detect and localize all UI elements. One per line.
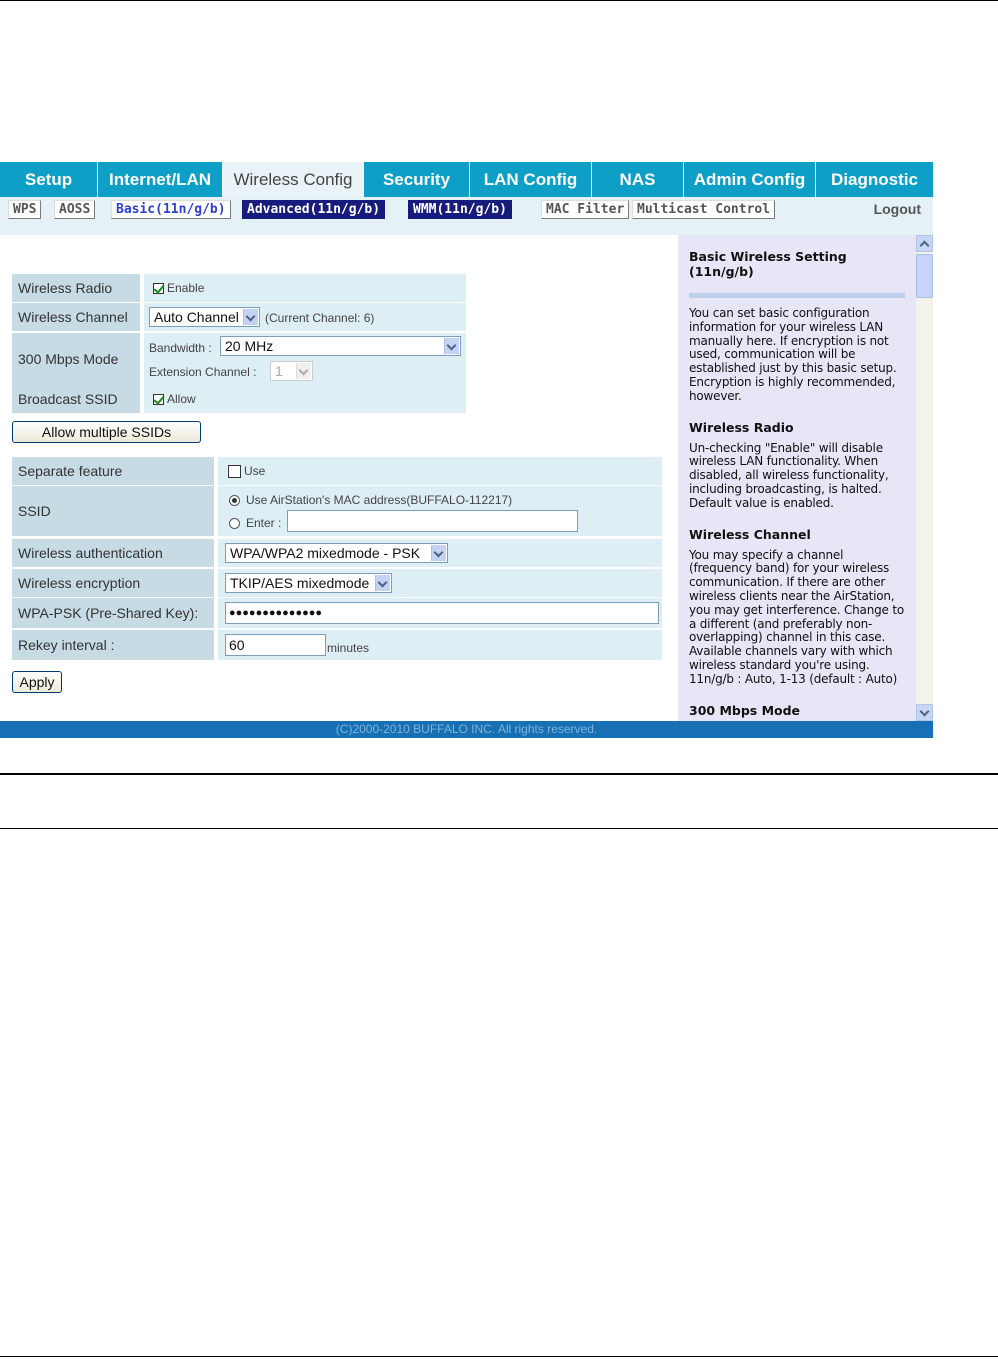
row-wireless-channel xyxy=(12,303,466,331)
tab-admin-config[interactable]: Admin Config xyxy=(684,162,816,197)
chevron-down-icon xyxy=(431,545,446,561)
page-rule-1 xyxy=(0,773,998,775)
scrollbar-thumb[interactable] xyxy=(916,254,933,298)
subtab-wps[interactable]: WPS xyxy=(8,200,41,219)
allow-multiple-ssids-button[interactable]: Allow multiple SSIDs xyxy=(12,421,201,443)
value-rekey-interval xyxy=(218,630,662,660)
tab-nas[interactable]: NAS xyxy=(592,162,684,197)
value-wireless-channel xyxy=(144,303,466,331)
separate-feature-use-label: Use xyxy=(244,464,266,478)
help-scrollbar[interactable] xyxy=(916,235,933,721)
wireless-encryption-selected: TKIP/AES mixedmode xyxy=(230,575,370,591)
sub-navigation xyxy=(0,197,933,235)
help-radio-text: Un-checking "Enable" will disable wireless LAN functionality. When disabled, all wireless functionality, including broadcasting, is halted. Default value is enabled. xyxy=(689,440,889,510)
wireless-channel-selected: Auto Channel xyxy=(154,309,239,325)
help-radio-heading: Wireless Radio xyxy=(689,419,794,435)
tab-wireless-config[interactable]: Wireless Config xyxy=(223,162,364,197)
row-wireless-radio xyxy=(12,274,466,302)
value-wireless-authentication xyxy=(218,539,662,567)
help-panel xyxy=(678,235,916,721)
wireless-channel-select[interactable] xyxy=(149,307,260,327)
ssid-enter-input[interactable] xyxy=(287,510,578,532)
tab-lan-config[interactable]: LAN Config xyxy=(470,162,592,197)
help-mode-heading: 300 Mbps Mode xyxy=(689,702,801,718)
bandwidth-selected: 20 MHz xyxy=(225,338,274,354)
tab-diagnostic[interactable]: Diagnostic xyxy=(831,170,918,189)
label-wpa-psk: WPA-PSK (Pre-Shared Key): xyxy=(12,598,214,628)
rekey-interval-input[interactable]: 60 xyxy=(225,634,326,656)
help-content xyxy=(689,249,905,718)
label-wireless-radio: Wireless Radio xyxy=(12,274,140,302)
chevron-down-icon xyxy=(444,338,459,354)
label-ssid: SSID xyxy=(12,486,214,536)
label-wireless-encryption: Wireless encryption xyxy=(12,569,214,597)
copyright-footer: (C)2000-2010 BUFFALO INC. All rights reserved. xyxy=(0,721,933,738)
wireless-authentication-selected: WPA/WPA2 mixedmode - PSK xyxy=(230,545,421,561)
ssid-enter-label: Enter : xyxy=(246,516,282,530)
top-navigation xyxy=(0,162,933,197)
row-ssid xyxy=(12,486,662,536)
label-wireless-channel: Wireless Channel xyxy=(12,303,140,331)
logout-link[interactable]: Logout xyxy=(873,201,921,217)
row-300mbps-mode xyxy=(12,333,466,385)
bandwidth-select[interactable] xyxy=(220,336,461,356)
help-title: Basic Wireless Setting (11n/g/b) xyxy=(689,249,847,279)
subtab-basic[interactable]: Basic(11n/g/b) xyxy=(111,200,231,219)
scroll-up-icon[interactable] xyxy=(916,235,933,252)
value-wireless-radio xyxy=(144,274,466,302)
wireless-radio-checkbox[interactable] xyxy=(153,283,164,294)
row-wpa-psk xyxy=(12,598,662,628)
label-300mbps-mode: 300 Mbps Mode xyxy=(12,333,140,385)
tab-setup[interactable]: Setup xyxy=(0,162,98,197)
help-divider xyxy=(689,293,905,298)
row-wireless-encryption xyxy=(12,569,662,597)
ssid-option-mac[interactable] xyxy=(229,493,512,507)
chevron-down-icon xyxy=(243,309,258,325)
ssid-mac-radio[interactable] xyxy=(229,495,240,506)
extension-channel-select[interactable] xyxy=(270,361,313,381)
help-channel-heading: Wireless Channel xyxy=(689,526,811,542)
wireless-authentication-select[interactable] xyxy=(225,543,448,563)
chevron-down-icon xyxy=(296,363,311,379)
tab-security[interactable]: Security xyxy=(364,162,470,197)
row-rekey-interval xyxy=(12,630,662,660)
subtab-wmm[interactable]: WMM(11n/g/b) xyxy=(408,200,512,219)
page-top-rule xyxy=(0,0,998,1)
broadcast-ssid-allow-label: Allow xyxy=(167,392,196,406)
bandwidth-label: Bandwidth : xyxy=(149,341,212,355)
help-channel-text: You may specify a channel (frequency band) for your wireless communication. If there are other wireless clients near the AirStation, you may get interference. Change to a different (and preferably non-overlapping) channel in this case. Available channels vary with which wireless standard you're using. 11n/g/b : Auto, 1-13 (default : Auto) xyxy=(689,547,904,686)
row-broadcast-ssid xyxy=(12,385,466,413)
chevron-down-icon xyxy=(375,575,390,591)
label-wireless-authentication: Wireless authentication xyxy=(12,539,214,567)
extension-channel-label: Extension Channel : xyxy=(149,365,257,379)
tab-internet-lan[interactable]: Internet/LAN xyxy=(98,162,223,197)
wpa-psk-input[interactable]: ●●●●●●●●●●●●●● xyxy=(225,602,659,624)
wireless-radio-enable-label: Enable xyxy=(167,281,205,295)
subtab-mac-filter[interactable]: MAC Filter xyxy=(541,200,629,219)
scroll-down-icon[interactable] xyxy=(916,704,933,721)
label-separate-feature: Separate feature xyxy=(12,457,214,485)
value-300mbps-mode xyxy=(144,333,466,385)
settings-form xyxy=(0,235,678,721)
label-rekey-interval: Rekey interval : xyxy=(12,630,214,660)
ssid-enter-radio[interactable] xyxy=(229,518,240,529)
ssid-option-enter[interactable] xyxy=(229,516,281,530)
value-ssid xyxy=(218,486,662,536)
value-wpa-psk xyxy=(218,598,662,628)
apply-button[interactable]: Apply xyxy=(12,671,62,693)
page-bottom-rule xyxy=(0,1356,998,1357)
help-intro: You can set basic configuration information for your wireless LAN manually here. If encryption is not used, communication will be established just by this basic setup. Encryption is highly recommended, however. xyxy=(689,306,897,403)
value-separate-feature xyxy=(218,457,662,485)
broadcast-ssid-checkbox[interactable] xyxy=(153,394,164,405)
subtab-multicast-control[interactable]: Multicast Control xyxy=(632,200,775,219)
rekey-interval-unit: minutes xyxy=(327,641,370,655)
value-broadcast-ssid xyxy=(144,385,466,413)
current-channel-text: (Current Channel: 6) xyxy=(265,311,375,325)
row-wireless-authentication xyxy=(12,539,662,567)
value-wireless-encryption xyxy=(218,569,662,597)
row-separate-feature xyxy=(12,457,662,485)
extension-channel-selected: 1 xyxy=(275,363,283,379)
ssid-mac-label: Use AirStation's MAC address(BUFFALO-112217) xyxy=(246,493,513,507)
separate-feature-checkbox[interactable] xyxy=(228,465,241,478)
subtab-aoss[interactable]: AOSS xyxy=(54,200,95,219)
page-rule-2 xyxy=(0,828,998,829)
wireless-encryption-select[interactable] xyxy=(225,573,392,593)
label-broadcast-ssid: Broadcast SSID xyxy=(12,385,140,413)
router-admin-window xyxy=(0,162,933,738)
subtab-advanced[interactable]: Advanced(11n/g/b) xyxy=(242,200,385,219)
